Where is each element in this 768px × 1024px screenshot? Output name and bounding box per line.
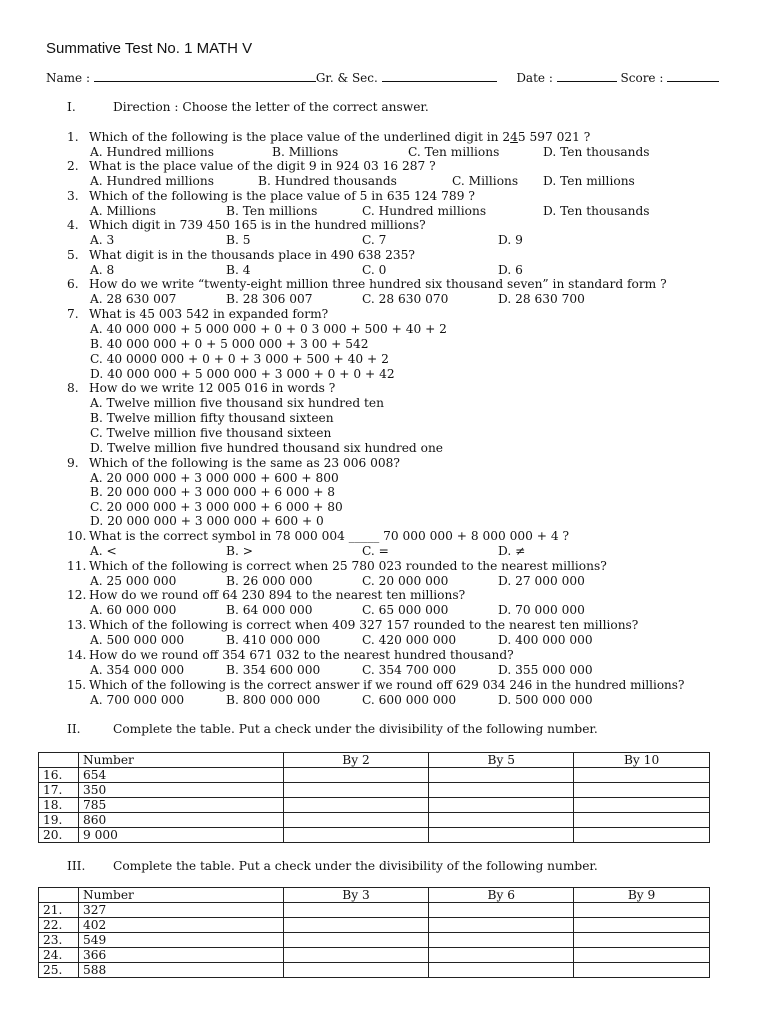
check-cell[interactable] [429,903,574,918]
option-a[interactable]: A. Hundred millions [90,145,214,159]
number-cell: 860 [78,813,283,828]
table-row [39,813,710,828]
table-row [39,963,710,978]
date-label: Date : [516,71,553,85]
question-4: 4. Which digit in 739 450 165 is in the hundred millions? [67,218,426,232]
option-c[interactable]: C. Ten millions [408,145,500,159]
option-b[interactable]: B. 20 000 000 + 3 000 000 + 6 000 + 8 [90,485,336,499]
question-5: 5. What digit is in the thousands place in 490 638 235? [67,248,415,262]
option-d[interactable]: D. Twelve million five hundred thousand six hundred one [90,441,444,455]
check-cell[interactable] [429,963,574,978]
score-field[interactable] [667,70,719,82]
option-a[interactable]: A. 8 [90,263,115,277]
question-3: 3. Which of the following is the place value of 5 in 635 124 789 ? [67,189,475,203]
option-c[interactable]: C. 354 700 000 [362,663,457,677]
check-cell[interactable] [283,813,429,828]
question-10: 10. What is the correct symbol in 78 000 004 _____ 70 000 000 + 8 000 000 + 4 ? [67,529,570,543]
option-c[interactable]: C. 600 000 000 [362,693,457,707]
option-c[interactable]: C. 420 000 000 [362,633,457,647]
check-cell[interactable] [283,783,429,798]
question-9: 9. Which of the following is the same as 23 006 008? [67,456,400,470]
option-a[interactable]: A. 25 000 000 [90,574,177,588]
check-cell[interactable] [429,768,574,783]
option-d[interactable]: D. 9 [498,233,523,247]
divisibility-table-2 [38,887,710,978]
check-cell[interactable] [574,918,710,933]
check-cell[interactable] [574,963,710,978]
item-number: 18. [39,798,79,813]
option-b[interactable]: B. 28 306 007 [226,292,313,306]
option-a[interactable]: A. 28 630 007 [90,292,177,306]
option-d[interactable]: D. Ten millions [543,174,635,188]
divisibility-table-1 [38,752,710,843]
option-d[interactable]: D. 27 000 000 [498,574,585,588]
question-8: 8. How do we write 12 005 016 in words ? [67,381,336,395]
option-b[interactable]: B. 800 000 000 [226,693,321,707]
question-15: 15. Which of the following is the correct answer if we round off 629 034 246 in the hundred millions? [67,678,685,692]
check-cell[interactable] [574,903,710,918]
student-info-line [46,70,716,85]
column-header: By 2 [283,753,429,768]
check-cell[interactable] [574,828,710,843]
option-d[interactable]: D. 70 000 000 [498,603,585,617]
table-row [39,828,710,843]
number-cell: 588 [78,963,283,978]
table-row [39,798,710,813]
option-a[interactable]: A. 354 000 000 [90,663,185,677]
option-b[interactable]: B. 64 000 000 [226,603,313,617]
option-d[interactable]: D. 400 000 000 [498,633,593,647]
check-cell[interactable] [574,783,710,798]
check-cell[interactable] [283,798,429,813]
number-cell: 350 [78,783,283,798]
option-d[interactable]: D. 500 000 000 [498,693,593,707]
option-b[interactable]: B. 26 000 000 [226,574,313,588]
check-cell[interactable] [283,933,429,948]
grsec-label: Gr. & Sec. [315,71,378,85]
column-header: Number [78,888,283,903]
option-d[interactable]: D. ≠ [498,544,526,558]
check-cell[interactable] [574,948,710,963]
item-number: 21. [39,903,79,918]
item-number: 17. [39,783,79,798]
column-header: Number [78,753,283,768]
question-2: 2. What is the place value of the digit 9 in 924 03 16 287 ? [67,159,436,173]
option-b[interactable]: B. Ten millions [226,204,318,218]
option-a[interactable]: A. 500 000 000 [90,633,185,647]
check-cell[interactable] [429,918,574,933]
question-11: 11. Which of the following is correct when 25 780 023 rounded to the nearest millions? [67,559,607,573]
question-12: 12. How do we round off 64 230 894 to the nearest ten millions? [67,588,466,602]
check-cell[interactable] [429,783,574,798]
check-cell[interactable] [429,933,574,948]
table-row [39,933,710,948]
option-d[interactable]: D. Ten thousands [543,145,650,159]
column-header: By 9 [574,888,710,903]
option-a[interactable]: A. 20 000 000 + 3 000 000 + 600 + 800 [90,471,339,485]
check-cell[interactable] [283,828,429,843]
option-a[interactable]: A. 60 000 000 [90,603,177,617]
underlined-digit: 4 [510,130,518,144]
number-cell: 402 [78,918,283,933]
check-cell[interactable] [429,948,574,963]
option-c[interactable]: C. 7 [362,233,387,247]
option-b[interactable]: B. 4 [226,263,251,277]
number-cell: 327 [78,903,283,918]
option-c[interactable]: C. 20 000 000 [362,574,449,588]
column-header: By 6 [429,888,574,903]
check-cell[interactable] [429,813,574,828]
option-a[interactable]: A. 3 [90,233,115,247]
check-cell[interactable] [283,948,429,963]
check-cell[interactable] [283,903,429,918]
number-cell: 366 [78,948,283,963]
option-c[interactable]: C. 0 [362,263,387,277]
question-7: 7. What is 45 003 542 in expanded form? [67,307,329,321]
check-cell[interactable] [574,933,710,948]
table-row [39,768,710,783]
option-a[interactable]: A. 40 000 000 + 5 000 000 + 0 + 0 3 000 + 500 + 40 + 2 [90,322,447,336]
option-c[interactable]: C. 65 000 000 [362,603,449,617]
check-cell[interactable] [283,768,429,783]
check-cell[interactable] [574,798,710,813]
item-number: 25. [39,963,79,978]
option-c[interactable]: C. 20 000 000 + 3 000 000 + 6 000 + 80 [90,500,343,514]
page-title: Summative Test No. 1 MATH V [46,40,253,57]
option-b[interactable]: B. 5 [226,233,251,247]
item-number: 20. [39,828,79,843]
number-cell: 654 [78,768,283,783]
question-13: 13. Which of the following is correct when 409 327 157 rounded to the nearest ten millions? [67,618,639,632]
option-c[interactable]: C. 28 630 070 [362,292,449,306]
number-cell: 549 [78,933,283,948]
item-number: 19. [39,813,79,828]
option-b[interactable]: B. Twelve million fifty thousand sixteen [90,411,334,425]
check-cell[interactable] [283,963,429,978]
name-field[interactable] [94,70,316,82]
check-cell[interactable] [574,768,710,783]
option-b[interactable]: B. 354 600 000 [226,663,321,677]
table-header-row [39,888,710,903]
table-row [39,903,710,918]
check-cell[interactable] [574,813,710,828]
option-d[interactable]: D. 40 000 000 + 5 000 000 + 3 000 + 0 + 0 + 42 [90,367,395,381]
option-c[interactable]: C. Twelve million five thousand sixteen [90,426,332,440]
question-1: 1. Which of the following is the place value of the underlined digit in 245 597 021 ? [67,130,591,144]
option-d[interactable]: D. 20 000 000 + 3 000 000 + 600 + 0 [90,514,324,528]
column-header: By 10 [574,753,710,768]
option-c[interactable]: C. Hundred millions [362,204,487,218]
table-header-row [39,753,710,768]
option-d[interactable]: D. Ten thousands [543,204,650,218]
option-a[interactable]: A. 700 000 000 [90,693,185,707]
item-number: 23. [39,933,79,948]
score-label: Score : [620,71,664,85]
question-6: 6. How do we write “twenty-eight million three hundred six thousand seven” in standard form ? [67,277,667,291]
option-d[interactable]: D. 28 630 700 [498,292,585,306]
option-b[interactable]: B. > [226,544,253,558]
number-cell: 785 [78,798,283,813]
column-header: By 3 [283,888,429,903]
test-page: Summative Test No. 1 MATH V Name : Gr. & Sec. Date : Score : I. Direction : Choose the letter of the correct answer. 1. Which of the following is the place value of the underlined digit in 245 597 021 ? A. Hundred millions B. Millions C. Ten millions D. Ten thousands 2. What is the place value of the digit 9 in 924 03 16 287 ? A. Hundred millions B. Hundred thousands C. Millions D. Ten millions 3. Which of the following is the place value of 5 in 635 124 789 ? A. Millions B. Ten millions C. Hundred millions D. Ten thousands 4. Which digit in 739 450 165 is in the hundred millions? A. 3 B. 5 C. 7 D. 9 5. What digit is in the thousands place in 490 638 235? A. 8 B. 4 C. 0 D. 6 6. How do we write “twenty-eight million three hundred six thousand seven” in standard form ? A. 28 630 007 B. 28 306 007 C. 28 630 070 D. 28 630 700 7. What is 45 003 542 in expanded form? A. 40 000 000 + 5 000 000 + 0 + 0 3 000 + 500 + 40 + 2 B. 40 000 000 + 0 + 5 000 000 + 3 00 + 542 C. 40 0000 000 + 0 + 0 + 3 000 + 500 + 40 + 2 D. 40 000 000 + 5 000 000 + 3 000 + 0 + 0 + 42 8. How do we write 12 005 016 in words ? A. Twelve million five thousand six hundred ten B. Twelve million fifty thousand sixteen C. Twelve million five thousand sixteen D. Twelve million five hundred thousand six hundred one 9. Which of the following is the same as 23 006 008? A. 20 000 000 + 3 000 000 + 600 + 800 B. 20 000 000 + 3 000 000 + 6 000 + 8 C. 20 000 000 + 3 000 000 + 6 000 + 80 D. 20 000 000 + 3 000 000 + 600 + 0 10. What is the correct symbol in 78 000 004 _____ 70 000 000 + 8 000 000 + 4 ? A. < B. > C. = D. ≠ 11. Which of the following is correct when 25 780 023 rounded to the nearest millions? A. 25 000 000 B. 26 000 000 C. 20 000 000 D. 27 000 000 12. How do we round off 64 230 894 to the nearest ten millions? A. 60 000 000 B. 64 000 000 C. 65 000 000 D. 70 000 000 13. Which of the following is correct when 409 327 157 rounded to the nearest ten millions? A. 500 000 000 B. 410 000 000 C. 420 000 000 D. 400 000 000 14. How do we round off 354 671 032 to the nearest hundred thousand? A. 354 000 000 B. 354 600 000 C. 354 700 000 D. 355 000 000 15. Which of the following is the correct answer if we round off 629 034 246 in the hundred millions? A. 700 000 000 B. 800 000 000 C. 600 000 000 D. 500 000 000 II. Complete the table. Put a check under the divisibility of the following number. Number By 2 By 5 By 10 16. 654 17. 350 18. 785 19. 860 20. 9 000 III. Complete the table. Put a check under the divisibility of the following number. Number By 3 By 6 By 9 21. 327 22. 402 23. 549 24. 366 25. 588 [0,0,768,1024]
number-cell: 9 000 [78,828,283,843]
table-row [39,918,710,933]
name-label: Name : [46,71,90,85]
option-d[interactable]: D. 6 [498,263,523,277]
item-number: 24. [39,948,79,963]
grsec-field[interactable] [382,70,497,82]
date-field[interactable] [557,70,617,82]
option-a[interactable]: A. < [90,544,117,558]
option-c[interactable]: C. Millions [452,174,519,188]
column-header: By 5 [429,753,574,768]
option-b[interactable]: B. Hundred thousands [258,174,397,188]
option-c[interactable]: C. 40 0000 000 + 0 + 0 + 3 000 + 500 + 40 + 2 [90,352,389,366]
table-row [39,948,710,963]
option-d[interactable]: D. 355 000 000 [498,663,593,677]
item-number: 16. [39,768,79,783]
table-row [39,783,710,798]
question-14: 14. How do we round off 354 671 032 to the nearest hundred thousand? [67,648,514,662]
option-c[interactable]: C. = [362,544,389,558]
option-a[interactable]: A. Millions [90,204,157,218]
option-b[interactable]: B. Millions [272,145,339,159]
option-b[interactable]: B. 410 000 000 [226,633,321,647]
option-b[interactable]: B. 40 000 000 + 0 + 5 000 000 + 3 00 + 542 [90,337,369,351]
option-a[interactable]: A. Twelve million five thousand six hundred ten [90,396,384,410]
check-cell[interactable] [429,798,574,813]
check-cell[interactable] [283,918,429,933]
item-number: 22. [39,918,79,933]
check-cell[interactable] [429,828,574,843]
option-a[interactable]: A. Hundred millions [90,174,214,188]
